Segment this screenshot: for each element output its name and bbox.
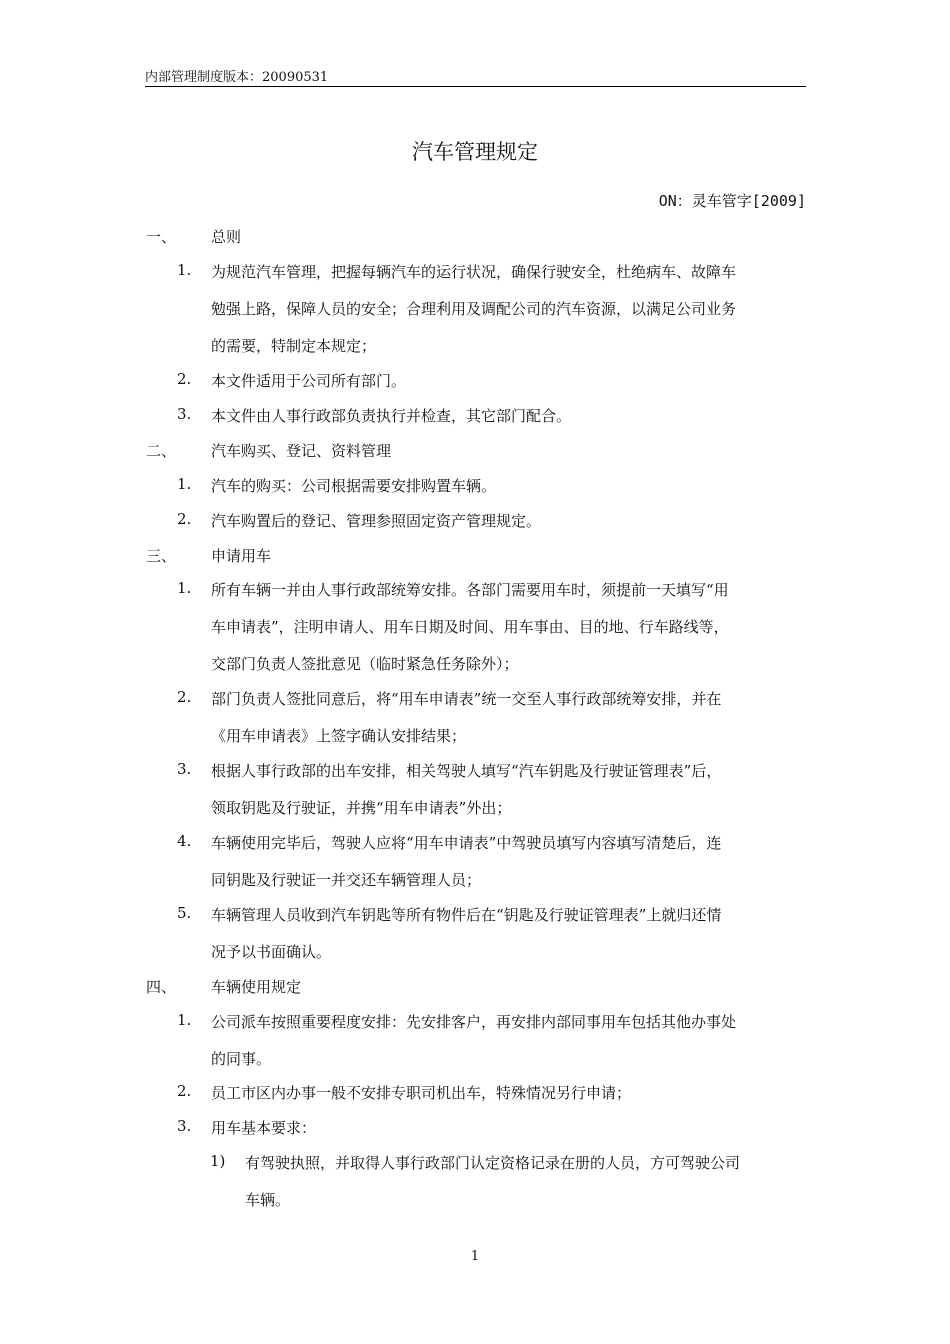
item-text: 的需要，特制定本规定； [211, 337, 377, 355]
header-divider [145, 86, 806, 87]
item-number: 1. [177, 475, 192, 493]
page-number: 1 [470, 1249, 480, 1264]
item-text: 本文件由人事行政部负责执行并检查，其它部门配合。 [211, 407, 572, 425]
item-text: 领取钥匙及行驶证，并携“用车申请表”外出； [211, 799, 512, 817]
item-text: 车辆使用完毕后，驾驶人应将“用车申请表”中驾驶员填写内容填写清楚后，连 [211, 834, 722, 852]
subitem-text: 有驾驶执照，并取得人事行政部门认定资格记录在册的人员，方可驾驶公司 [245, 1154, 741, 1172]
item-text: 同钥匙及行驶证一并交还车辆管理人员； [211, 871, 482, 889]
item-text: 交部门负责人签批意见（临时紧急任务除外）； [211, 655, 519, 673]
item-number: 3. [177, 405, 192, 423]
document-title: 汽车管理规定 [412, 140, 538, 164]
section-number: 三、 [146, 547, 177, 565]
item-number: 1. [177, 261, 192, 279]
subitem-number: 1) [210, 1152, 226, 1170]
item-number: 3. [177, 1117, 192, 1135]
item-text: 勉强上路，保障人员的安全；合理利用及调配公司的汽车资源，以满足公司业务 [211, 300, 737, 318]
section-title: 汽车购买、登记、资料管理 [211, 442, 392, 460]
item-text: 《用车申请表》上签字确认安排结果； [211, 727, 467, 745]
item-text: 公司派车按照重要程度安排：先安排客户，再安排内部同事用车包括其他办事处 [211, 1013, 737, 1031]
section-title: 申请用车 [211, 547, 272, 565]
section-number: 一、 [146, 228, 177, 246]
item-text: 况予以书面确认。 [211, 943, 332, 961]
subitem-text: 车辆。 [245, 1191, 291, 1209]
item-number: 1. [177, 1011, 192, 1029]
item-text: 汽车购置后的登记、管理参照固定资产管理规定。 [211, 512, 542, 530]
header-version: 内部管理制度版本：20090531 [145, 70, 329, 85]
section-number: 四、 [146, 978, 177, 996]
section-title: 总则 [211, 228, 242, 246]
item-text: 员工市区内办事一般不安排专职司机出车，特殊情况另行申请； [211, 1084, 632, 1102]
item-number: 2. [177, 510, 192, 528]
document-number: ON：灵车管字[2009] [658, 192, 806, 210]
section-title: 车辆使用规定 [211, 978, 302, 996]
item-number: 4. [177, 832, 192, 850]
item-number: 2. [177, 1082, 192, 1100]
item-number: 1. [177, 579, 192, 597]
item-text: 车申请表”，注明申请人、用车日期及时间、用车事由、目的地、行车路线等， [211, 618, 729, 636]
item-text: 本文件适用于公司所有部门。 [211, 372, 407, 390]
item-text: 为规范汽车管理，把握每辆汽车的运行状况，确保行驶安全，杜绝病车、故障车 [211, 263, 737, 281]
item-text: 的同事。 [211, 1050, 272, 1068]
item-text: 车辆管理人员收到汽车钥匙等所有物件后在“钥匙及行驶证管理表”上就归还情 [211, 906, 722, 924]
item-number: 5. [177, 904, 192, 922]
item-text: 部门负责人签批同意后，将“用车申请表”统一交至人事行政部统筹安排，并在 [211, 690, 722, 708]
item-number: 2. [177, 688, 192, 706]
item-text: 用车基本要求： [211, 1119, 317, 1137]
item-text: 汽车的购买：公司根据需要安排购置车辆。 [211, 477, 497, 495]
section-number: 二、 [146, 442, 177, 460]
item-text: 根据人事行政部的出车安排，相关驾驶人填写“汽车钥匙及行驶证管理表”后， [211, 762, 722, 780]
item-number: 2. [177, 370, 192, 388]
item-number: 3. [177, 760, 192, 778]
item-text: 所有车辆一并由人事行政部统筹安排。各部门需要用车时，须提前一天填写“用 [211, 581, 729, 599]
